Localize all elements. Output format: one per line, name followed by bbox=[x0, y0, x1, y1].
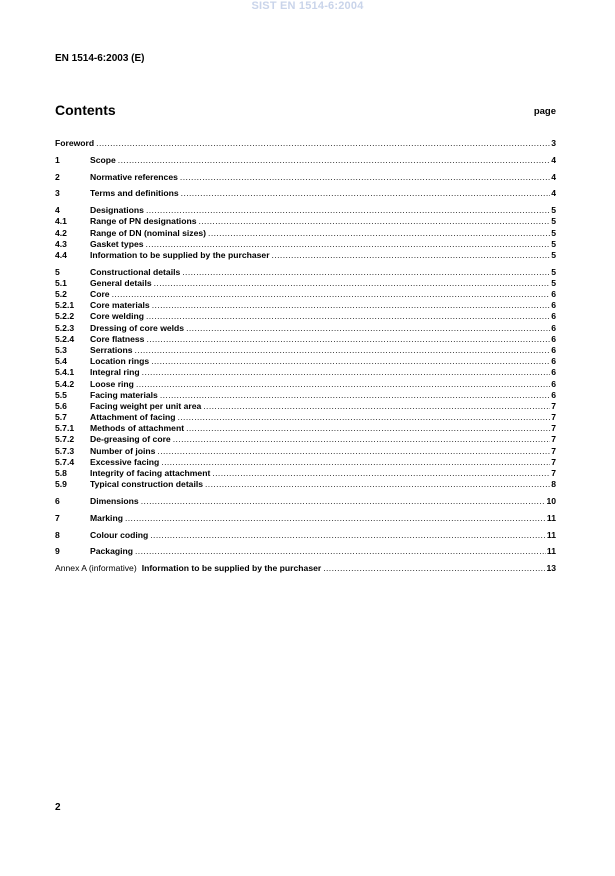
toc-entry-integrity-facing-attachment[interactable] bbox=[55, 468, 556, 479]
toc-entry-number: 4.1 bbox=[55, 216, 67, 227]
page-number: 2 bbox=[55, 802, 61, 813]
toc-entry-attachment-of-facing[interactable] bbox=[55, 412, 556, 423]
toc-entry-number: 4.3 bbox=[55, 238, 67, 249]
toc-entry-core[interactable] bbox=[55, 289, 556, 300]
toc-entry-title: Facing materials bbox=[90, 389, 158, 400]
toc-entry-number: 5 bbox=[55, 266, 60, 277]
toc-entry-page: 4 bbox=[551, 188, 556, 199]
toc-entry-gasket-types[interactable] bbox=[55, 239, 556, 250]
toc-dot-leader bbox=[177, 412, 550, 423]
toc-entry-integral-ring[interactable] bbox=[55, 367, 556, 378]
toc-entry-page: 7 bbox=[551, 468, 556, 479]
toc-entry-number: 5.5 bbox=[55, 389, 67, 400]
toc-entry-foreword[interactable] bbox=[55, 138, 556, 149]
toc-entry-number: 4.4 bbox=[55, 249, 67, 260]
toc-entry-number: 7 bbox=[55, 512, 60, 523]
toc-dot-leader bbox=[157, 446, 550, 457]
toc-dot-leader bbox=[146, 311, 550, 322]
toc-entry-number: 5.7 bbox=[55, 412, 67, 423]
toc-dot-leader bbox=[150, 530, 546, 541]
toc-entry-number-of-joins[interactable] bbox=[55, 446, 556, 457]
toc-entry-title: Designations bbox=[90, 205, 144, 216]
toc-entry-number: 5.7.2 bbox=[55, 434, 75, 445]
toc-entry-number: 5.2.3 bbox=[55, 322, 75, 333]
toc-entry-title: Integral ring bbox=[90, 367, 140, 378]
page-column-label: page bbox=[533, 106, 556, 117]
toc-entry-title: Range of PN designations bbox=[90, 216, 197, 227]
toc-entry-page: 8 bbox=[551, 479, 556, 490]
toc-entry-page: 6 bbox=[551, 389, 556, 400]
toc-entry-title: Gasket types bbox=[90, 238, 144, 249]
toc-entry-excessive-facing[interactable] bbox=[55, 457, 556, 468]
toc-entry-page: 6 bbox=[551, 311, 556, 322]
toc-entry-number: 5.6 bbox=[55, 400, 67, 411]
toc-entry-number: 3 bbox=[55, 188, 60, 199]
toc-entry-page: 4 bbox=[551, 154, 556, 165]
toc-entry-core-flatness[interactable] bbox=[55, 334, 556, 345]
toc-entry-methods-of-attachment[interactable] bbox=[55, 423, 556, 434]
toc-dot-leader bbox=[141, 496, 546, 507]
toc-entry-page: 3 bbox=[551, 138, 556, 148]
toc-entry-title: Core materials bbox=[90, 300, 150, 311]
toc-entry-number: 8 bbox=[55, 529, 60, 540]
toc-entry-title: Typical construction details bbox=[90, 479, 204, 490]
toc-dot-leader bbox=[136, 379, 550, 390]
toc-entry-page: 4 bbox=[551, 171, 556, 182]
toc-entry-title: Scope bbox=[90, 154, 116, 165]
toc-entry-title: Core flatness bbox=[90, 333, 145, 344]
toc-entry-title: Constructional details bbox=[90, 266, 181, 277]
toc-entry-page: 7 bbox=[551, 445, 556, 456]
toc-entry-core-welding[interactable] bbox=[55, 311, 556, 322]
toc-entry-degreasing-of-core[interactable] bbox=[55, 434, 556, 445]
toc-entry-page: 10 bbox=[546, 496, 556, 506]
toc-entry-title: Serrations bbox=[90, 344, 133, 355]
toc-entry-page: 6 bbox=[551, 378, 556, 389]
toc-entry-page: 7 bbox=[551, 423, 556, 434]
toc-entry-number: 5.4.2 bbox=[55, 378, 75, 389]
toc-entry-serrations[interactable] bbox=[55, 345, 556, 356]
toc-entry-range-of-pn[interactable] bbox=[55, 216, 556, 227]
toc-entry-general-details[interactable] bbox=[55, 278, 556, 289]
toc-entry-number: 5.2.4 bbox=[55, 333, 75, 344]
toc-dot-leader bbox=[142, 367, 551, 378]
toc-dot-leader bbox=[160, 390, 550, 401]
toc-entry-title: Packaging bbox=[90, 546, 133, 557]
toc-entry-page: 11 bbox=[546, 512, 556, 523]
toc-entry-number: 5.3 bbox=[55, 344, 67, 355]
toc-dot-leader bbox=[186, 323, 550, 334]
toc-dot-leader bbox=[96, 138, 550, 149]
toc-dot-leader bbox=[112, 289, 551, 300]
toc-dot-leader bbox=[152, 300, 551, 311]
toc-entry-annex-a[interactable] bbox=[55, 563, 556, 574]
toc-dot-leader bbox=[135, 546, 546, 557]
toc-entry-number: 5.2.1 bbox=[55, 300, 75, 311]
page-title: Contents bbox=[55, 102, 116, 118]
toc-dot-leader bbox=[203, 401, 550, 412]
toc-entry-page: 7 bbox=[551, 400, 556, 411]
toc-entry-page: 7 bbox=[551, 456, 556, 467]
toc-dot-leader bbox=[198, 216, 550, 227]
toc-dot-leader bbox=[212, 468, 550, 479]
toc-dot-leader bbox=[173, 434, 551, 445]
toc-entry-page: 5 bbox=[551, 266, 556, 277]
toc-entry-number: Annex A (informative) bbox=[55, 563, 137, 574]
toc-entry-title: Information to be supplied by the purchaser bbox=[90, 249, 270, 260]
toc-dot-leader bbox=[161, 457, 550, 468]
toc-entry-number: 5.1 bbox=[55, 277, 67, 288]
toc-entry-title: Loose ring bbox=[90, 378, 134, 389]
toc-dot-leader bbox=[146, 205, 550, 216]
toc-entry-number: 5.8 bbox=[55, 468, 67, 479]
toc-entry-page: 6 bbox=[551, 344, 556, 355]
toc-entry-page: 6 bbox=[551, 289, 556, 300]
toc-entry-number: 9 bbox=[55, 546, 60, 557]
toc-entry-designations[interactable] bbox=[55, 205, 556, 216]
toc-entry-dimensions[interactable] bbox=[55, 496, 556, 507]
toc-entry-number: 5.4.1 bbox=[55, 367, 75, 378]
toc-dot-leader bbox=[182, 267, 550, 278]
toc-dot-leader bbox=[186, 423, 550, 434]
toc-entry-title: Marking bbox=[90, 512, 123, 523]
toc-entry-page: 6 bbox=[551, 300, 556, 311]
toc-entry-number: 5.9 bbox=[55, 479, 67, 490]
toc-entry-page: 7 bbox=[551, 412, 556, 423]
toc-dot-leader bbox=[205, 479, 550, 490]
toc-dot-leader bbox=[323, 563, 545, 574]
toc-entry-packaging[interactable] bbox=[55, 546, 556, 557]
toc-entry-range-of-dn[interactable] bbox=[55, 228, 556, 239]
toc-dot-leader bbox=[146, 239, 551, 250]
toc-dot-leader bbox=[135, 345, 551, 356]
toc-entry-typical-construction-details[interactable] bbox=[55, 479, 556, 490]
toc-entry-title: Integrity of facing attachment bbox=[90, 468, 211, 479]
toc-entry-title: Normative references bbox=[90, 171, 178, 182]
toc-entry-title: Core welding bbox=[90, 311, 144, 322]
toc-entry-title: Dimensions bbox=[90, 496, 139, 506]
toc-entry-location-rings[interactable] bbox=[55, 356, 556, 367]
toc-entry-number: 5.2 bbox=[55, 289, 67, 300]
toc-entry-page: 5 bbox=[551, 227, 556, 238]
toc-entry-dressing-core-welds[interactable] bbox=[55, 323, 556, 334]
toc-entry-loose-ring[interactable] bbox=[55, 379, 556, 390]
toc-entry-page: 6 bbox=[551, 333, 556, 344]
document-id: EN 1514-6:2003 (E) bbox=[55, 53, 145, 64]
toc-dot-leader bbox=[154, 278, 551, 289]
toc-entry-page: 5 bbox=[551, 249, 556, 260]
toc-entry-page: 7 bbox=[551, 434, 556, 445]
toc-entry-number: 5.7.1 bbox=[55, 423, 75, 434]
toc-entry-title: Colour coding bbox=[90, 529, 149, 540]
toc-entry-number: 4 bbox=[55, 205, 60, 216]
toc-entry-title: Dressing of core welds bbox=[90, 322, 185, 333]
toc-entry-title: Location rings bbox=[90, 356, 150, 367]
toc-entry-page: 13 bbox=[546, 563, 556, 574]
toc-entry-scope[interactable] bbox=[55, 155, 556, 166]
toc-entry-number: 5.7.3 bbox=[55, 445, 75, 456]
toc-dot-leader bbox=[125, 513, 546, 524]
toc-entry-number: 1 bbox=[55, 154, 60, 165]
toc-entry-title: Number of joins bbox=[90, 445, 156, 456]
toc-entry-title: Foreword bbox=[55, 138, 95, 148]
toc-entry-page: 11 bbox=[546, 546, 556, 557]
watermark: SIST EN 1514-6:2004 bbox=[251, 0, 364, 12]
toc-entry-title: General details bbox=[90, 277, 152, 288]
toc-entry-constructional-details[interactable] bbox=[55, 267, 556, 278]
toc-entry-page: 5 bbox=[551, 205, 556, 216]
toc-entry-page: 6 bbox=[551, 367, 556, 378]
toc-dot-leader bbox=[272, 250, 551, 261]
toc-entry-terms-and-definitions[interactable] bbox=[55, 188, 556, 199]
toc-entry-page: 5 bbox=[551, 216, 556, 227]
toc-dot-leader bbox=[181, 188, 551, 199]
toc-entry-normative-references[interactable] bbox=[55, 172, 556, 183]
toc-dot-leader bbox=[180, 172, 550, 183]
toc-entry-facing-materials[interactable] bbox=[55, 390, 556, 401]
toc-entry-number: 6 bbox=[55, 496, 60, 506]
toc-entry-page: 6 bbox=[551, 322, 556, 333]
toc-entry-number: 2 bbox=[55, 171, 60, 182]
toc-entry-number: 4.2 bbox=[55, 227, 67, 238]
toc-dot-leader bbox=[146, 334, 550, 345]
toc-entry-page: 11 bbox=[546, 529, 556, 540]
toc-entry-title: Methods of attachment bbox=[90, 423, 185, 434]
toc-dot-leader bbox=[151, 356, 550, 367]
toc-entry-facing-weight[interactable] bbox=[55, 401, 556, 412]
toc-dot-leader bbox=[118, 155, 550, 166]
toc-entry-page: 5 bbox=[551, 277, 556, 288]
toc-entry-colour-coding[interactable] bbox=[55, 530, 556, 541]
toc-entry-title: Information to be supplied by the purchaser bbox=[141, 563, 322, 574]
toc-entry-page: 6 bbox=[551, 356, 556, 367]
toc-entry-title: Terms and definitions bbox=[90, 188, 179, 199]
table-of-contents bbox=[55, 138, 556, 574]
toc-entry-title: Core bbox=[90, 289, 110, 300]
toc-entry-marking[interactable] bbox=[55, 513, 556, 524]
toc-entry-title: Range of DN (nominal sizes) bbox=[90, 227, 207, 238]
toc-entry-number: 5.2.2 bbox=[55, 311, 75, 322]
toc-entry-number: 5.4 bbox=[55, 356, 67, 367]
toc-entry-title: Facing weight per unit area bbox=[90, 400, 202, 411]
toc-entry-information-purchaser[interactable] bbox=[55, 250, 556, 261]
toc-entry-title: Excessive facing bbox=[90, 456, 160, 467]
toc-entry-number: 5.7.4 bbox=[55, 456, 75, 467]
toc-entry-page: 5 bbox=[551, 238, 556, 249]
toc-entry-title: Attachment of facing bbox=[90, 412, 176, 423]
toc-dot-leader bbox=[208, 228, 550, 239]
toc-entry-core-materials[interactable] bbox=[55, 300, 556, 311]
toc-entry-title: De-greasing of core bbox=[90, 434, 171, 445]
